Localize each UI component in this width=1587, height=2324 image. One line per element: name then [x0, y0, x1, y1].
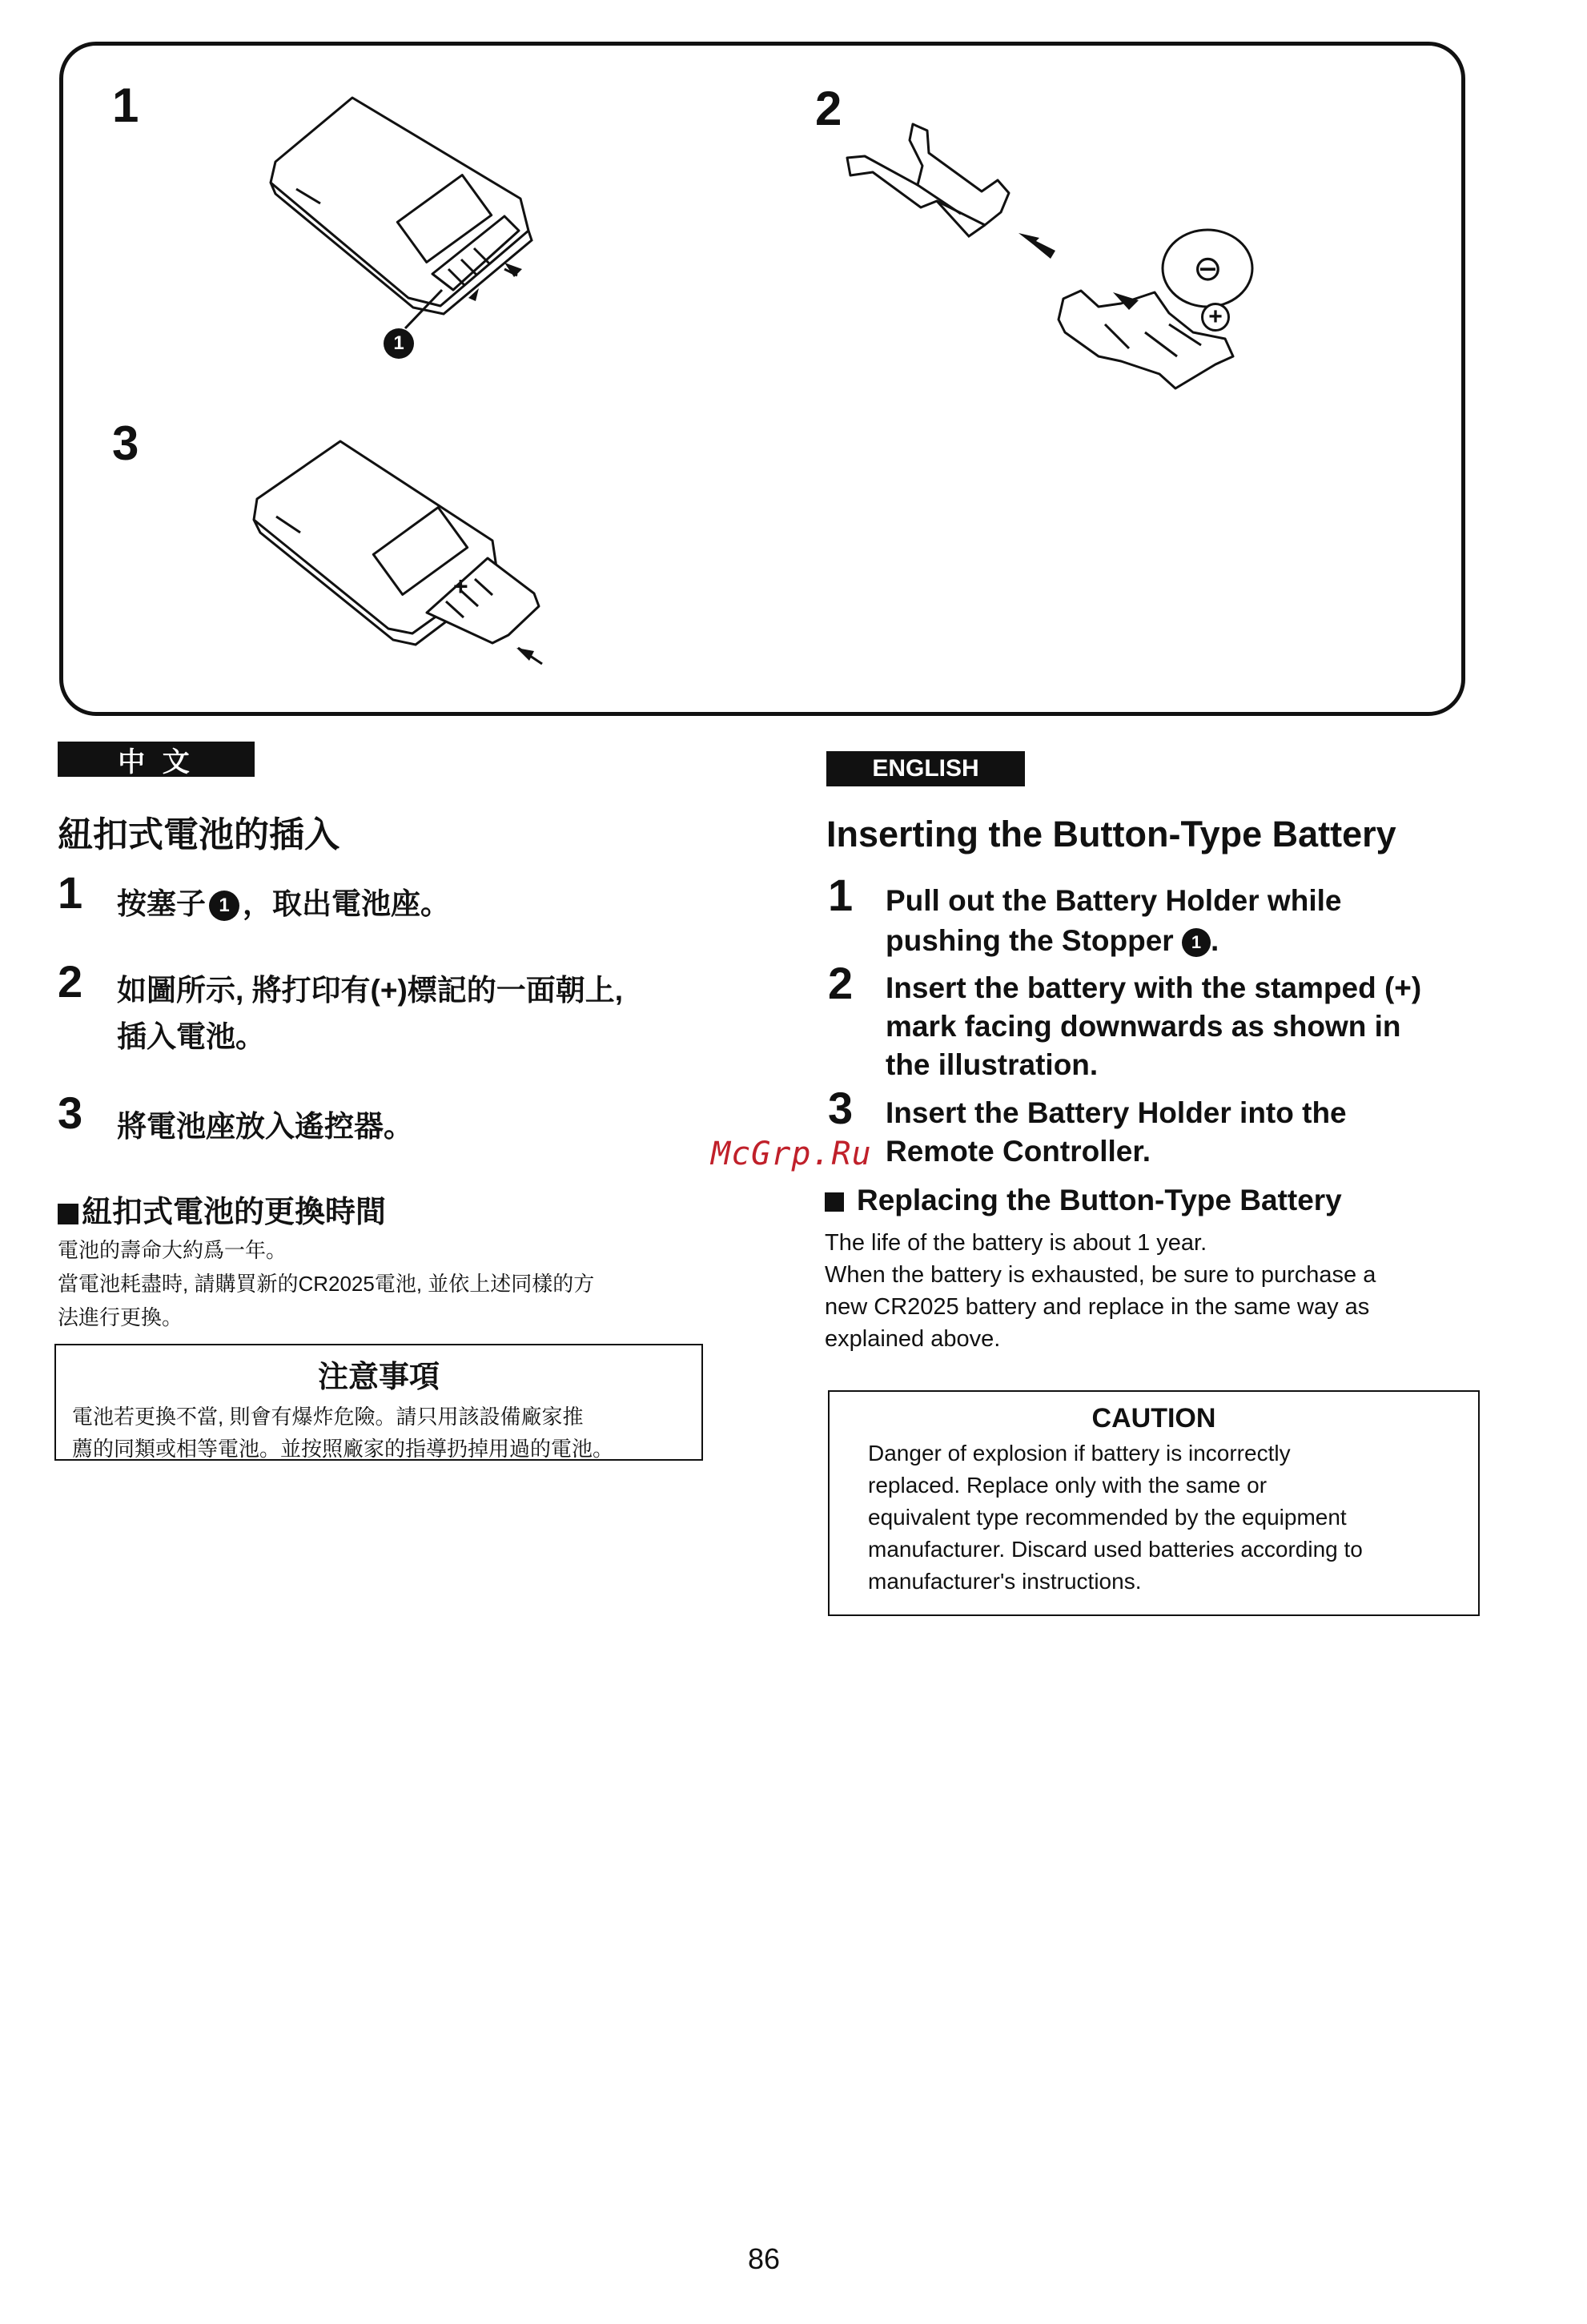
- english-caution-title: CAUTION: [1091, 1403, 1216, 1433]
- chinese-caution-title: 注意事項: [317, 1361, 440, 1394]
- english-replace-line-2: When the battery is exhausted, be sure to purchase a: [825, 1262, 1376, 1288]
- page-number: 86: [748, 2242, 781, 2275]
- chinese-replace-heading: [58, 1187, 386, 1231]
- english-replace-line-1: The life of the battery is about 1 year.: [825, 1230, 1207, 1256]
- chinese-replace-title: 紐扣式電池的更換時間: [82, 1196, 387, 1229]
- english-step-3-number: 3: [828, 1083, 854, 1133]
- stopper-marker-icon: 1: [1182, 928, 1211, 957]
- watermark-text: McGrp.Ru: [711, 1136, 872, 1172]
- chinese-caution-body: [72, 1401, 701, 1465]
- english-step-1-line-2-post: .: [1210, 924, 1219, 957]
- chinese-step-1-number: 1: [58, 867, 83, 918]
- english-step-3-line-1: Insert the Battery Holder into the: [886, 1096, 1347, 1129]
- english-caution-box: [828, 1390, 1480, 1616]
- chinese-step-1-text: [117, 879, 450, 923]
- english-caution-line-2: replaced. Replace only with the same or: [868, 1473, 1268, 1498]
- chinese-step-3-number: 3: [58, 1088, 83, 1138]
- minus-mark-symbol: ⊖: [1193, 249, 1223, 288]
- insert-holder-illustration: [252, 436, 556, 677]
- chinese-caution-line-2: 薦的同類或相等電池。並按照廠家的指導扔掉用過的電池。: [72, 1437, 614, 1461]
- english-caution-line-5: manufacturer's instructions.: [868, 1569, 1142, 1594]
- chinese-replace-line-3: 法進行更換。: [58, 1305, 183, 1329]
- stopper-marker-icon: 1: [209, 891, 239, 921]
- english-caution-line-3: equivalent type recommended by the equipment: [868, 1505, 1347, 1530]
- plus-mark-symbol: +: [1201, 303, 1230, 332]
- chinese-step-1-pre: 按塞子: [117, 887, 206, 920]
- english-caution-line-4: manufacturer. Discard used batteries according to: [868, 1537, 1363, 1562]
- english-replace-title: Replacing the Button-Type Battery: [857, 1184, 1342, 1216]
- english-step-2-line-1: Insert the battery with the stamped (+): [886, 971, 1422, 1004]
- english-caution-body: [868, 1437, 1478, 1598]
- chinese-replace-line-2: 當電池耗盡時, 請購買新的CR2025電池, 並依上述同樣的方: [58, 1272, 595, 1296]
- english-step-1-line-2: [886, 921, 1341, 961]
- english-step-1-line-1: Pull out the Battery Holder while: [886, 884, 1342, 917]
- english-replace-line-3: new CR2025 battery and replace in the same way as: [825, 1294, 1370, 1320]
- stopper-callout-marker: 1: [384, 328, 414, 359]
- chinese-replace-body: [58, 1233, 594, 1334]
- holder-plus-symbol: +: [453, 572, 468, 601]
- english-replace-line-4: explained above.: [825, 1326, 1001, 1352]
- english-step-3-text: [886, 1094, 1347, 1171]
- square-bullet-icon: [825, 1192, 844, 1212]
- chinese-section-tag: 中 文: [58, 742, 255, 777]
- english-step-2-line-2: mark facing downwards as shown in: [886, 1010, 1401, 1043]
- english-step-2-number: 2: [828, 958, 854, 1008]
- english-step-2-text: [886, 969, 1421, 1084]
- chinese-step-2-number: 2: [58, 956, 83, 1007]
- chinese-step-2-text: [117, 967, 623, 1060]
- english-replace-body: [825, 1227, 1376, 1355]
- english-step-2-line-3: the illustration.: [886, 1048, 1099, 1081]
- chinese-caution-line-1: 電池若更換不當, 則會有爆炸危險。請只用該設備廠家推: [72, 1405, 584, 1429]
- english-caution-line-1: Danger of explosion if battery is incorrectly: [868, 1441, 1291, 1466]
- english-step-1-number: 1: [828, 870, 854, 920]
- remote-stopper-illustration: [264, 88, 552, 368]
- english-step-3-line-2: Remote Controller.: [886, 1135, 1151, 1168]
- english-step-1-text: [886, 881, 1341, 961]
- figure-step-3-label: 3: [112, 416, 139, 470]
- chinese-step-1-post: ，取出電池座。: [243, 887, 450, 920]
- figure-step-2-label: 2: [815, 82, 842, 135]
- chinese-replace-line-1: 電池的壽命大約爲一年。: [58, 1238, 287, 1262]
- chinese-step-2-line-2: 插入電池。: [117, 1020, 265, 1053]
- english-step-1-line-2-pre: pushing the Stopper: [886, 924, 1182, 957]
- english-section-tag: ENGLISH: [826, 751, 1025, 786]
- english-title: Inserting the Button-Type Battery: [826, 814, 1396, 854]
- chinese-step-2-line-1: 如圖所示, 將打印有(+)標記的一面朝上,: [117, 974, 624, 1007]
- chinese-title: 紐扣式電池的插入: [58, 815, 339, 854]
- chinese-caution-box: [54, 1344, 703, 1461]
- chinese-step-3-text: 將電池座放入遙控器。: [117, 1110, 413, 1143]
- figure-step-1-label: 1: [112, 78, 139, 132]
- english-replace-heading: [825, 1184, 1342, 1217]
- square-bullet-icon: [58, 1204, 78, 1224]
